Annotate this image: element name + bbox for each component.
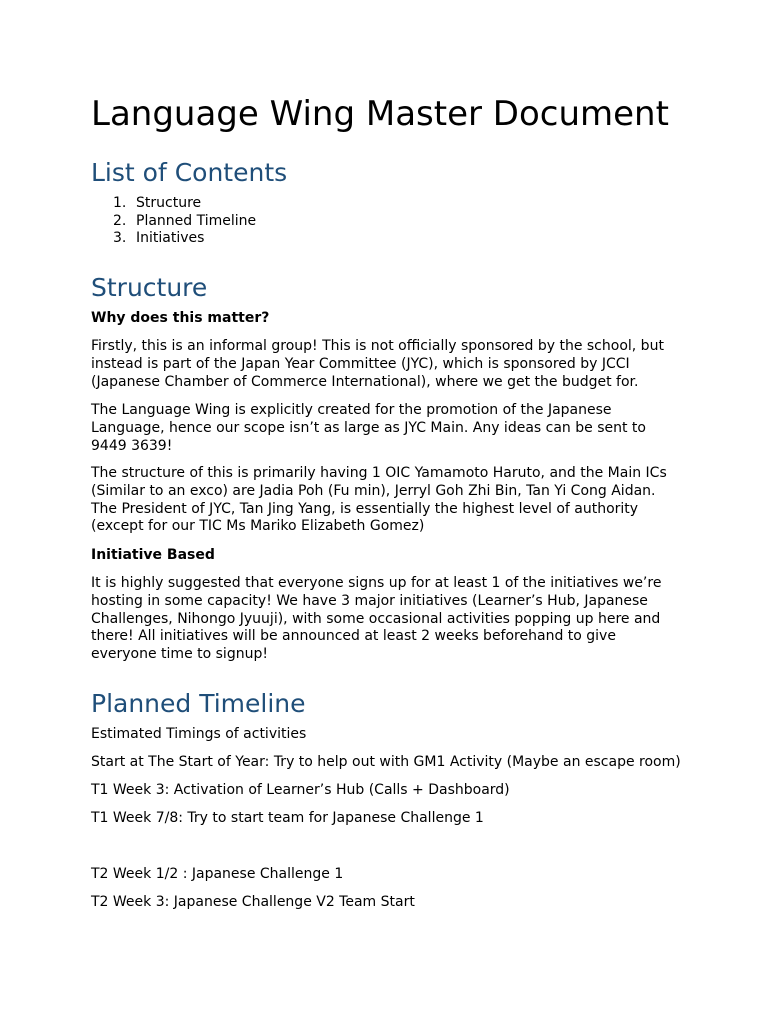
timeline-item: T1 Week 3: Activation of Learner’s Hub (Calls + Dashboard) <box>91 782 510 798</box>
toc-item-planned-timeline <box>91 213 256 231</box>
toc-item-initiatives <box>91 230 256 248</box>
toc-heading: List of Contents <box>91 158 288 187</box>
toc-item-label: Planned Timeline <box>136 212 257 229</box>
table-of-contents <box>91 195 256 248</box>
timeline-item: T1 Week 7/8: Try to start team for Japanese Challenge 1 <box>91 810 484 826</box>
timeline-item: Start at The Start of Year: Try to help out with GM1 Activity (Maybe an escape room) <box>91 754 681 770</box>
toc-item-number: 3. <box>113 230 127 247</box>
timeline-item: T2 Week 3: Japanese Challenge V2 Team Start <box>91 894 415 910</box>
toc-item-structure <box>91 195 256 213</box>
toc-item-number: 1. <box>113 195 127 211</box>
toc-item-number: 2. <box>113 212 127 229</box>
planned-timeline-heading: Planned Timeline <box>91 689 306 718</box>
structure-heading: Structure <box>91 273 208 302</box>
toc-item-label: Structure <box>136 195 202 211</box>
initiative-paragraph: It is highly suggested that everyone signs up for at least 1 of the initiatives we’re hosting in some capacity! We have 3 major initiatives (Learner’s Hub, Japanese Challenges, Nihongo Jyuuji), with some occasional activities popping up here and there! All initiatives will be announced at least 2 weeks beforehand to give everyone time to signup! <box>91 575 662 663</box>
structure-paragraph-3: The structure of this is primarily having 1 OIC Yamamoto Haruto, and the Main ICs (Similar to an exco) are Jadia Poh (Fu min), Jerryl Goh Zhi Bin, Tan Yi Cong Aidan. The President of JYC, Tan Jing Yang, is essentially the highest level of authority (except for our TIC Ms Mariko Elizabeth Gomez) <box>91 465 667 535</box>
document-title: Language Wing Master Document <box>91 94 669 134</box>
timeline-intro: Estimated Timings of activities <box>91 726 307 742</box>
toc-item-label: Initiatives <box>136 230 205 247</box>
structure-paragraph-2: The Language Wing is explicitly created for the promotion of the Japanese Language, hence our scope isn’t as large as JYC Main. Any ideas can be sent to 9449 3639! <box>91 402 646 454</box>
initiative-based-subheading: Initiative Based <box>91 547 215 563</box>
why-matter-subheading: Why does this matter? <box>91 310 270 326</box>
timeline-item: T2 Week 1/2 : Japanese Challenge 1 <box>91 866 344 882</box>
structure-paragraph-1: Firstly, this is an informal group! This is not officially sponsored by the school, but instead is part of the Japan Year Committee (JYC), which is sponsored by JCCI (Japanese Chamber of Commerce International), where we get the budget for. <box>91 338 664 390</box>
